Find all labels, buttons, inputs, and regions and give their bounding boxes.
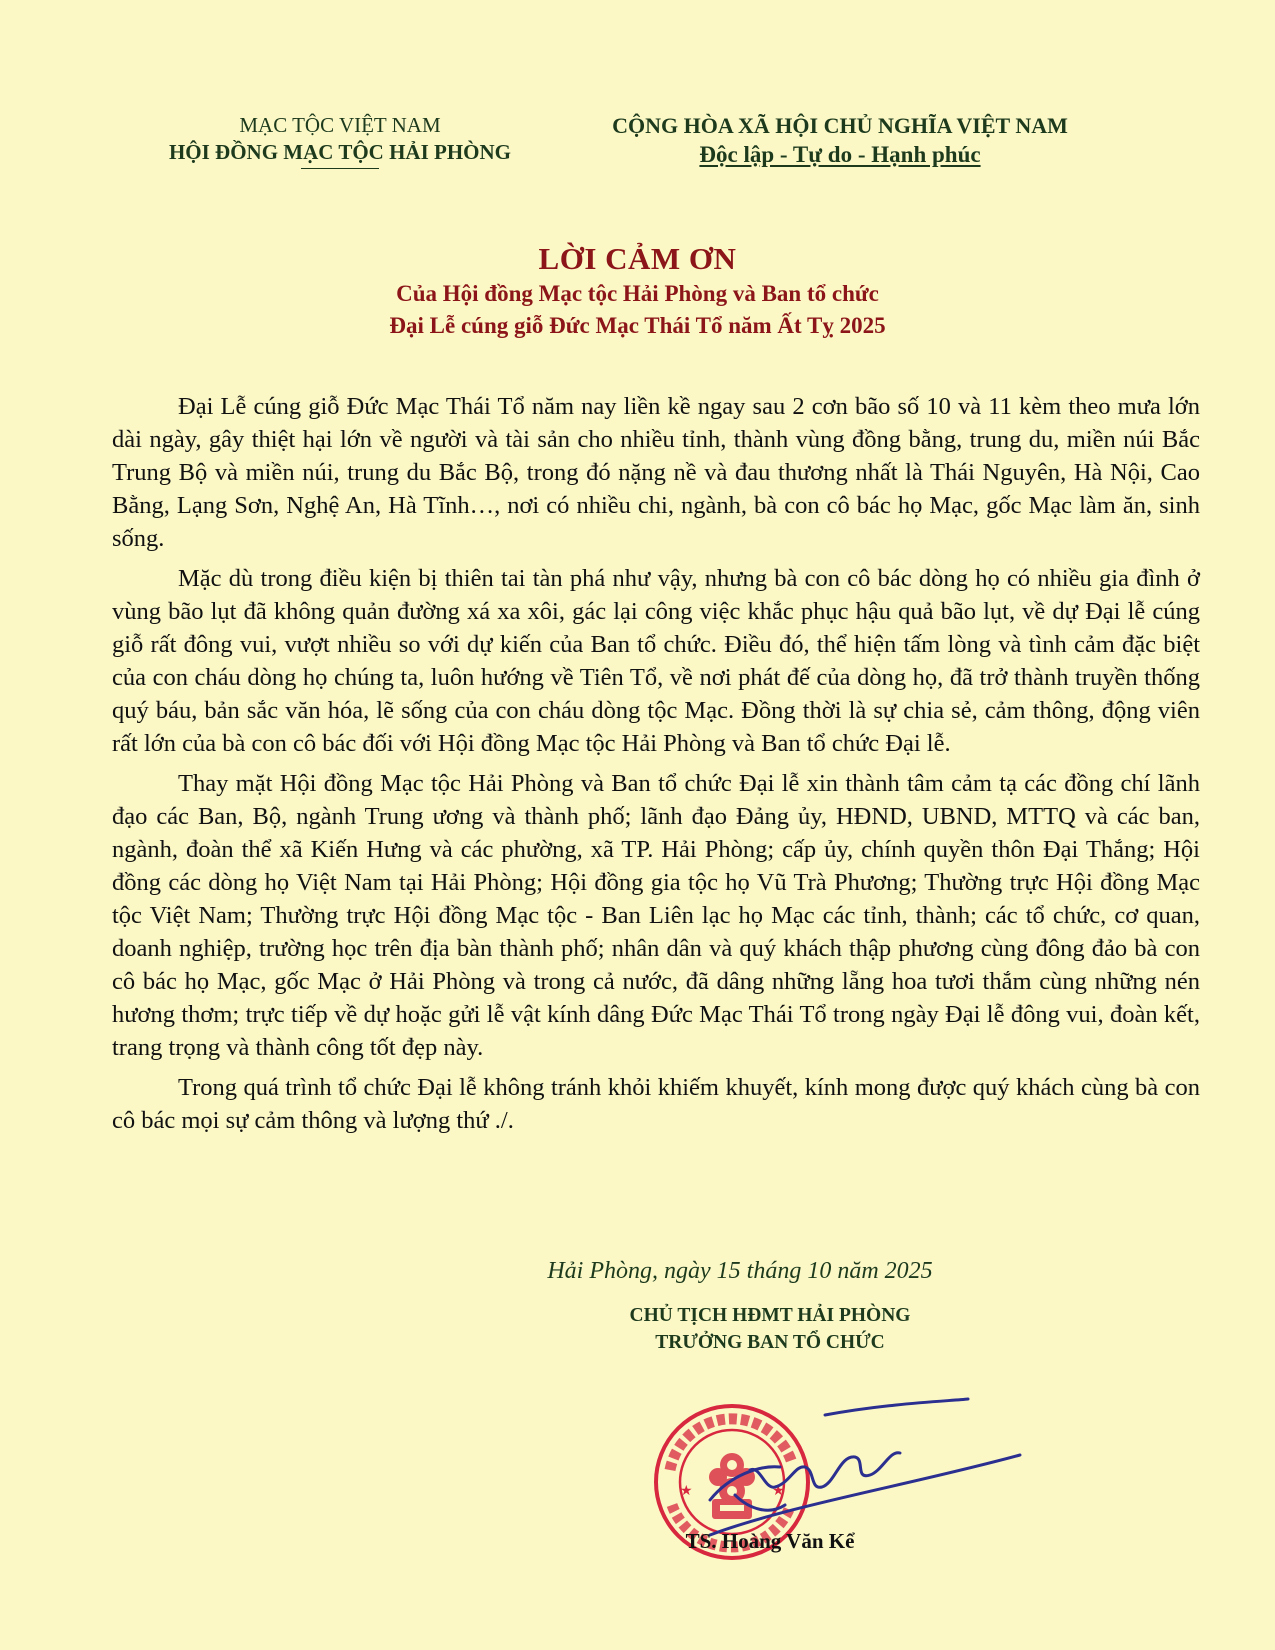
- signer-positions: [560, 1302, 980, 1356]
- letter-body: [112, 390, 1200, 1144]
- document-title-block: [0, 240, 1275, 342]
- document-subtitle-1: Của Hội đồng Mạc tộc Hải Phòng và Ban tổ chức: [396, 281, 879, 306]
- header-underline: [301, 168, 379, 169]
- paragraph-2: Mặc dù trong điều kiện bị thiên tai tàn phá như vậy, nhưng bà con cô bác dòng họ có nhiều gia đình ở vùng bão lụt đã không quản đường xá xa xôi, gác lại công việc khắc phục hậu quả bão lụt, về dự Đại lễ cúng giỗ rất đông vui, vượt nhiều so với dự kiến của Ban tổ chức. Điều đó, thể hiện tấm lòng và tình cảm đặc biệt của con cháu dòng họ chúng ta, luôn hướng về Tiên Tổ, về nơi phát đế của dòng họ, đã trở thành truyền thống quý báu, bản sắc văn hóa, lẽ sống của con cháu dòng tộc Mạc. Đồng thời là sự chia sẻ, cảm thông, động viên rất lớn của bà con cô bác đối với Hội đồng Mạc tộc Hải Phòng và Ban tổ chức Đại lễ.: [112, 565, 1200, 757]
- signer-position-2: TRƯỞNG BAN TỔ CHỨC: [655, 1332, 885, 1353]
- svg-text:★: ★: [772, 1483, 785, 1499]
- document-subtitle-2: Đại Lễ cúng giỗ Đức Mạc Thái Tổ năm Ất Tỵ 2025: [389, 313, 886, 338]
- parent-organization: MẠC TỘC VIỆT NAM: [239, 113, 441, 137]
- paragraph-4: Trong quá trình tổ chức Đại lễ không tránh khỏi khiếm khuyết, kính mong được quý khách cùng bà con cô bác mọi sự cảm thông và lượng thứ ./.: [112, 1074, 1200, 1134]
- national-motto: Độc lập - Tự do - Hạnh phúc: [699, 142, 981, 167]
- signer-position-1: CHỦ TỊCH HĐMT HẢI PHÒNG: [629, 1305, 911, 1326]
- svg-text:★: ★: [680, 1483, 693, 1499]
- date-line: Hải Phòng, ngày 15 tháng 10 năm 2025: [547, 1258, 933, 1284]
- signer-name: TS. Hoàng Văn Kể: [685, 1529, 855, 1553]
- issuing-council: HỘI ĐỒNG MẠC TỘC HẢI PHÒNG: [168, 140, 512, 164]
- paragraph-1: Đại Lễ cúng giỗ Đức Mạc Thái Tổ năm nay liền kề ngay sau 2 cơn bão số 10 và 11 kèm theo mưa lớn dài ngày, gây thiệt hại lớn về người và tài sản cho nhiều tỉnh, thành vùng đồng bằng, trung du, miền núi Bắc Trung Bộ và miền núi, trung du Bắc Bộ, trong đó nặng nề và đau thương nhất là Thái Nguyên, Hà Nội, Cao Bằng, Lạng Sơn, Nghệ An, Hà Tĩnh…, nơi có nhiều chi, ngành, bà con cô bác họ Mạc, gốc Mạc làm ăn, sinh sống.: [112, 393, 1200, 552]
- document-title: LỜI CẢM ƠN: [538, 241, 737, 276]
- nation-name: CỘNG HÒA XÃ HỘI CHỦ NGHĨA VIỆT NAM: [612, 113, 1068, 138]
- issuing-organization: [130, 112, 550, 169]
- paragraph-3: Thay mặt Hội đồng Mạc tộc Hải Phòng và Ban tổ chức Đại lễ xin thành tâm cảm tạ các đồng chí lãnh đạo các Ban, Bộ, ngành Trung ương và thành phố; lãnh đạo Đảng ủy, HĐND, UBND, MTTQ và các ban, ngành, đoàn thể xã Kiến Hưng và các phường, xã TP. Hải Phòng; cấp ủy, chính quyền thôn Đại Thắng; Hội đồng các dòng họ Việt Nam tại Hải Phòng; Hội đồng gia tộc họ Vũ Trà Phương; Thường trực Hội đồng Mạc tộc Việt Nam; Thường trực Hội đồng Mạc tộc - Ban Liên lạc họ Mạc các tỉnh, thành; các tổ chức, cơ quan, doanh nghiệp, trường học trên địa bàn thành phố; nhân dân và quý khách thập phương cùng đông đảo bà con cô bác họ Mạc, gốc Mạc ở Hải Phòng và trong cả nước, đã dâng những lẵng hoa tươi thắm cùng những nén hương thơm; trực tiếp về dự hoặc gửi lễ vật kính dâng Đức Mạc Thái Tổ trong ngày Đại lễ đông vui, đoàn kết, trang trọng và thành công tốt đẹp này.: [112, 770, 1200, 1061]
- national-header: [580, 112, 1100, 170]
